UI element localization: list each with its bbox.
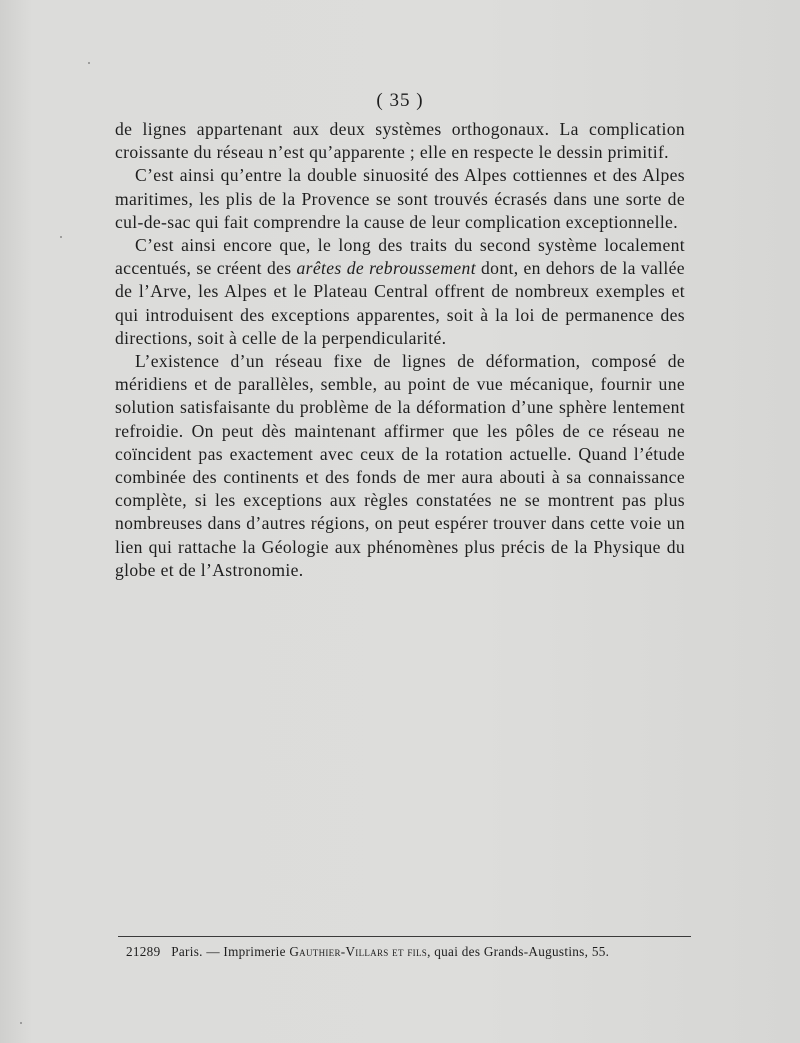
paragraph-text: C’est ainsi encore que, le long des traits du second système localement accentués, se créent des bbox=[115, 235, 685, 279]
paragraph bbox=[115, 350, 685, 582]
colophon-prefix: Paris. — Imprimerie bbox=[171, 944, 290, 959]
paragraph-text: L’existence d’un réseau fixe de lignes de déformation, composé de méridiens et de parallèles, semble, au point de vue mécanique, fournir une solution satisfaisante du problème de la déformation d’une sphère lentement refroidie. On peut dès maintenant affirmer que les pôles de ce réseau ne coïncident pas exactement avec ceux de la rotation actuelle. Quand l’étude combinée des continents et des fonds de mer aura abouti à sa connaissance complète, si les exceptions aux règles constatées ne se montrent pas plus nombreuses dans d’autres régions, on peut espérer trouver dans cette voie un lien qui rattache la Géologie aux phénomènes plus précis de la Physique du globe et de l’Astronomie. bbox=[115, 351, 685, 580]
footer-rule bbox=[118, 936, 691, 937]
paper-speck bbox=[20, 1022, 22, 1024]
paragraph bbox=[115, 164, 685, 234]
print-job-number: 21289 bbox=[126, 944, 161, 959]
paragraph-text: C’est ainsi qu’entre la double sinuosité des Alpes cottiennes et des Alpes maritimes, les plis de la Provence se sont trouvés écrasés dans une sorte de cul-de-sac qui fait comprendre la cause de leur complication exceptionnelle. bbox=[115, 165, 685, 232]
page-number: ( 35 ) bbox=[376, 90, 424, 111]
paragraph bbox=[115, 234, 685, 350]
paragraph bbox=[115, 118, 685, 164]
paragraph-text: dont, en dehors de la vallée de l’Arve, les Alpes et le Plateau Central offrent de nombreux exemples et qui introduisent des exceptions apparentes, soit à la loi de permanence des directions, soit à celle de la perpendicularité. bbox=[115, 258, 685, 348]
printer-colophon bbox=[126, 944, 686, 960]
colophon-suffix: , quai des Grands-Augustins, 55. bbox=[427, 944, 610, 959]
paper-speck bbox=[88, 62, 90, 64]
paper-speck bbox=[60, 236, 62, 238]
printer-name: Gauthier-Villars et fils bbox=[289, 944, 428, 959]
body-text bbox=[115, 118, 685, 582]
italic-term: arêtes de rebroussement bbox=[296, 258, 476, 279]
paragraph-text: de lignes appartenant aux deux systèmes orthogonaux. La complication croissante du réseau n’est qu’apparente ; elle en respecte le dessin primitif. bbox=[115, 119, 685, 163]
